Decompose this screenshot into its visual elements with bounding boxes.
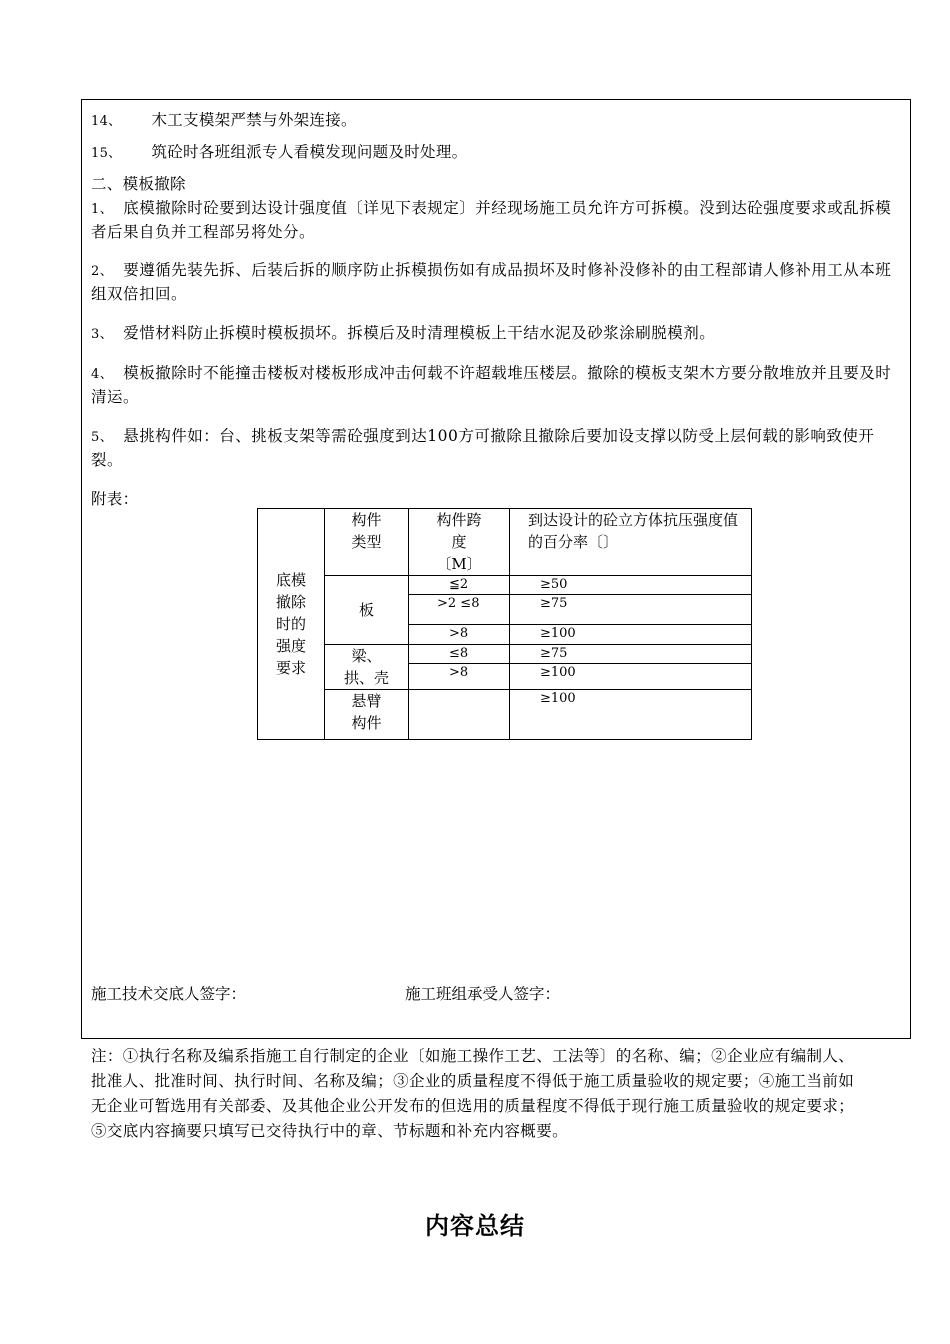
paragraph-text: 爱惜材料防止拆模时模板损坏。拆模后及时清理模板上干结水泥及砂浆涂刷脱模剂。 xyxy=(123,324,716,342)
appendix-label: 附表： xyxy=(91,490,139,508)
paragraph-text: 模板撤除时不能撞击楼板对楼板形成冲击何载不许超载堆压楼层。撤除的模板支架木方要分散堆放并且要及时清运。 xyxy=(91,364,892,406)
item-14 xyxy=(91,109,357,133)
paragraph-number: 4、 xyxy=(91,367,114,382)
percent-value: ≥100 xyxy=(540,626,576,641)
paragraph-text: 底模撤除时砼要到达设计强度值〔详见下表规定〕并经现场施工员允许方可拆模。没到达砼强度要求或乱拆模者后果自负并工程部另将处分。 xyxy=(91,199,892,241)
span-cell xyxy=(409,664,510,690)
paragraph-5 xyxy=(91,425,896,471)
header-percent-cell xyxy=(510,509,752,576)
paragraph-3 xyxy=(91,322,896,346)
cantilever-type-cell xyxy=(325,690,409,740)
header-type-text: 构件类型 xyxy=(351,511,382,551)
percent-cell xyxy=(510,625,752,645)
item-number: 15、 xyxy=(91,146,122,161)
span-value: >8 xyxy=(449,665,469,681)
table-row xyxy=(258,576,752,595)
paragraph-1 xyxy=(91,197,896,243)
percent-value: ≥100 xyxy=(540,691,576,706)
span-value: >8 xyxy=(449,626,469,641)
paragraph-number: 1、 xyxy=(91,202,114,217)
signature-receiver: 施工班组承受人签字： xyxy=(405,985,561,1003)
paragraph-4 xyxy=(91,362,896,408)
percent-value: ≥75 xyxy=(540,596,568,611)
span-value: ≦2 xyxy=(449,577,469,592)
percent-cell xyxy=(510,690,752,740)
strength-requirements-table xyxy=(257,508,752,740)
signature-discloser: 施工技术交底人签字： xyxy=(91,985,247,1003)
span-cell xyxy=(409,625,510,645)
span-cell xyxy=(409,690,510,740)
percent-cell xyxy=(510,576,752,595)
row-header-cell xyxy=(258,509,325,740)
paragraph-text: 要遵循先装先拆、后装后拆的顺序防止拆模损伤如有成品损坏及时修补没修补的由工程部请人修补用工从本班组双倍扣回。 xyxy=(91,261,892,303)
percent-cell xyxy=(510,595,752,625)
percent-cell xyxy=(510,664,752,690)
section-title: 二、模板撤除 xyxy=(91,175,186,193)
paragraph-number: 5、 xyxy=(91,430,114,445)
footnote: 注：①执行名称及编系指施工自行制定的企业〔如施工操作工艺、工法等〕的名称、编；②企业应有编制人、批准人、批准时间、执行时间、名称及编；③企业的质量程度不得低于施工质量验收的规定要；④施工当前如无企业可暂选用有关部委、及其他企业公开发布的但选用的质量程度不得低于现行施工质量验收的规定要求；⑤交底内容摘要只填写已交待执行中的章、节标题和补充内容概要。 xyxy=(91,1047,855,1140)
paragraph-number: 3、 xyxy=(91,327,114,342)
item-15 xyxy=(91,141,467,165)
percent-value: ≥50 xyxy=(540,577,568,592)
header-type-cell xyxy=(325,509,409,576)
paragraph-number: 2、 xyxy=(91,264,114,279)
header-span-cell xyxy=(409,509,510,576)
slab-type-cell: 板 xyxy=(325,576,409,645)
table-header-row xyxy=(258,509,752,576)
table-row xyxy=(258,690,752,740)
percent-cell xyxy=(510,645,752,664)
percent-value: ≥100 xyxy=(540,665,576,681)
header-span-text: 构件跨度〔M〕 xyxy=(436,511,482,573)
item-number: 14、 xyxy=(91,114,122,129)
paragraph-text: 悬挑构件如：台、挑板支架等需砼强度到达100方可撤除且撤除后要加设支撑以防受上层何载的影响致使开裂。 xyxy=(91,427,875,469)
span-cell xyxy=(409,645,510,664)
item-text: 木工支模架严禁与外架连接。 xyxy=(151,111,357,129)
cantilever-type-text: 悬臂构件 xyxy=(351,692,382,732)
beam-type-text: 梁、拱、壳 xyxy=(343,647,389,687)
span-cell xyxy=(409,595,510,625)
paragraph-2 xyxy=(91,259,896,305)
row-header-text: 底模撤除时的强度要求 xyxy=(275,571,306,677)
span-value: >2 ≤8 xyxy=(437,596,480,611)
summary-title: 内容总结 xyxy=(425,1212,525,1240)
beam-type-cell xyxy=(325,645,409,690)
span-value: ≤8 xyxy=(449,646,469,661)
span-cell xyxy=(409,576,510,595)
table-row xyxy=(258,645,752,664)
percent-value: ≥75 xyxy=(540,646,568,661)
item-text: 筑砼时各班组派专人看模发现问题及时处理。 xyxy=(151,143,468,161)
header-percent-text: 到达设计的砼立方体抗压强度值的百分率〔〕 xyxy=(528,511,739,551)
